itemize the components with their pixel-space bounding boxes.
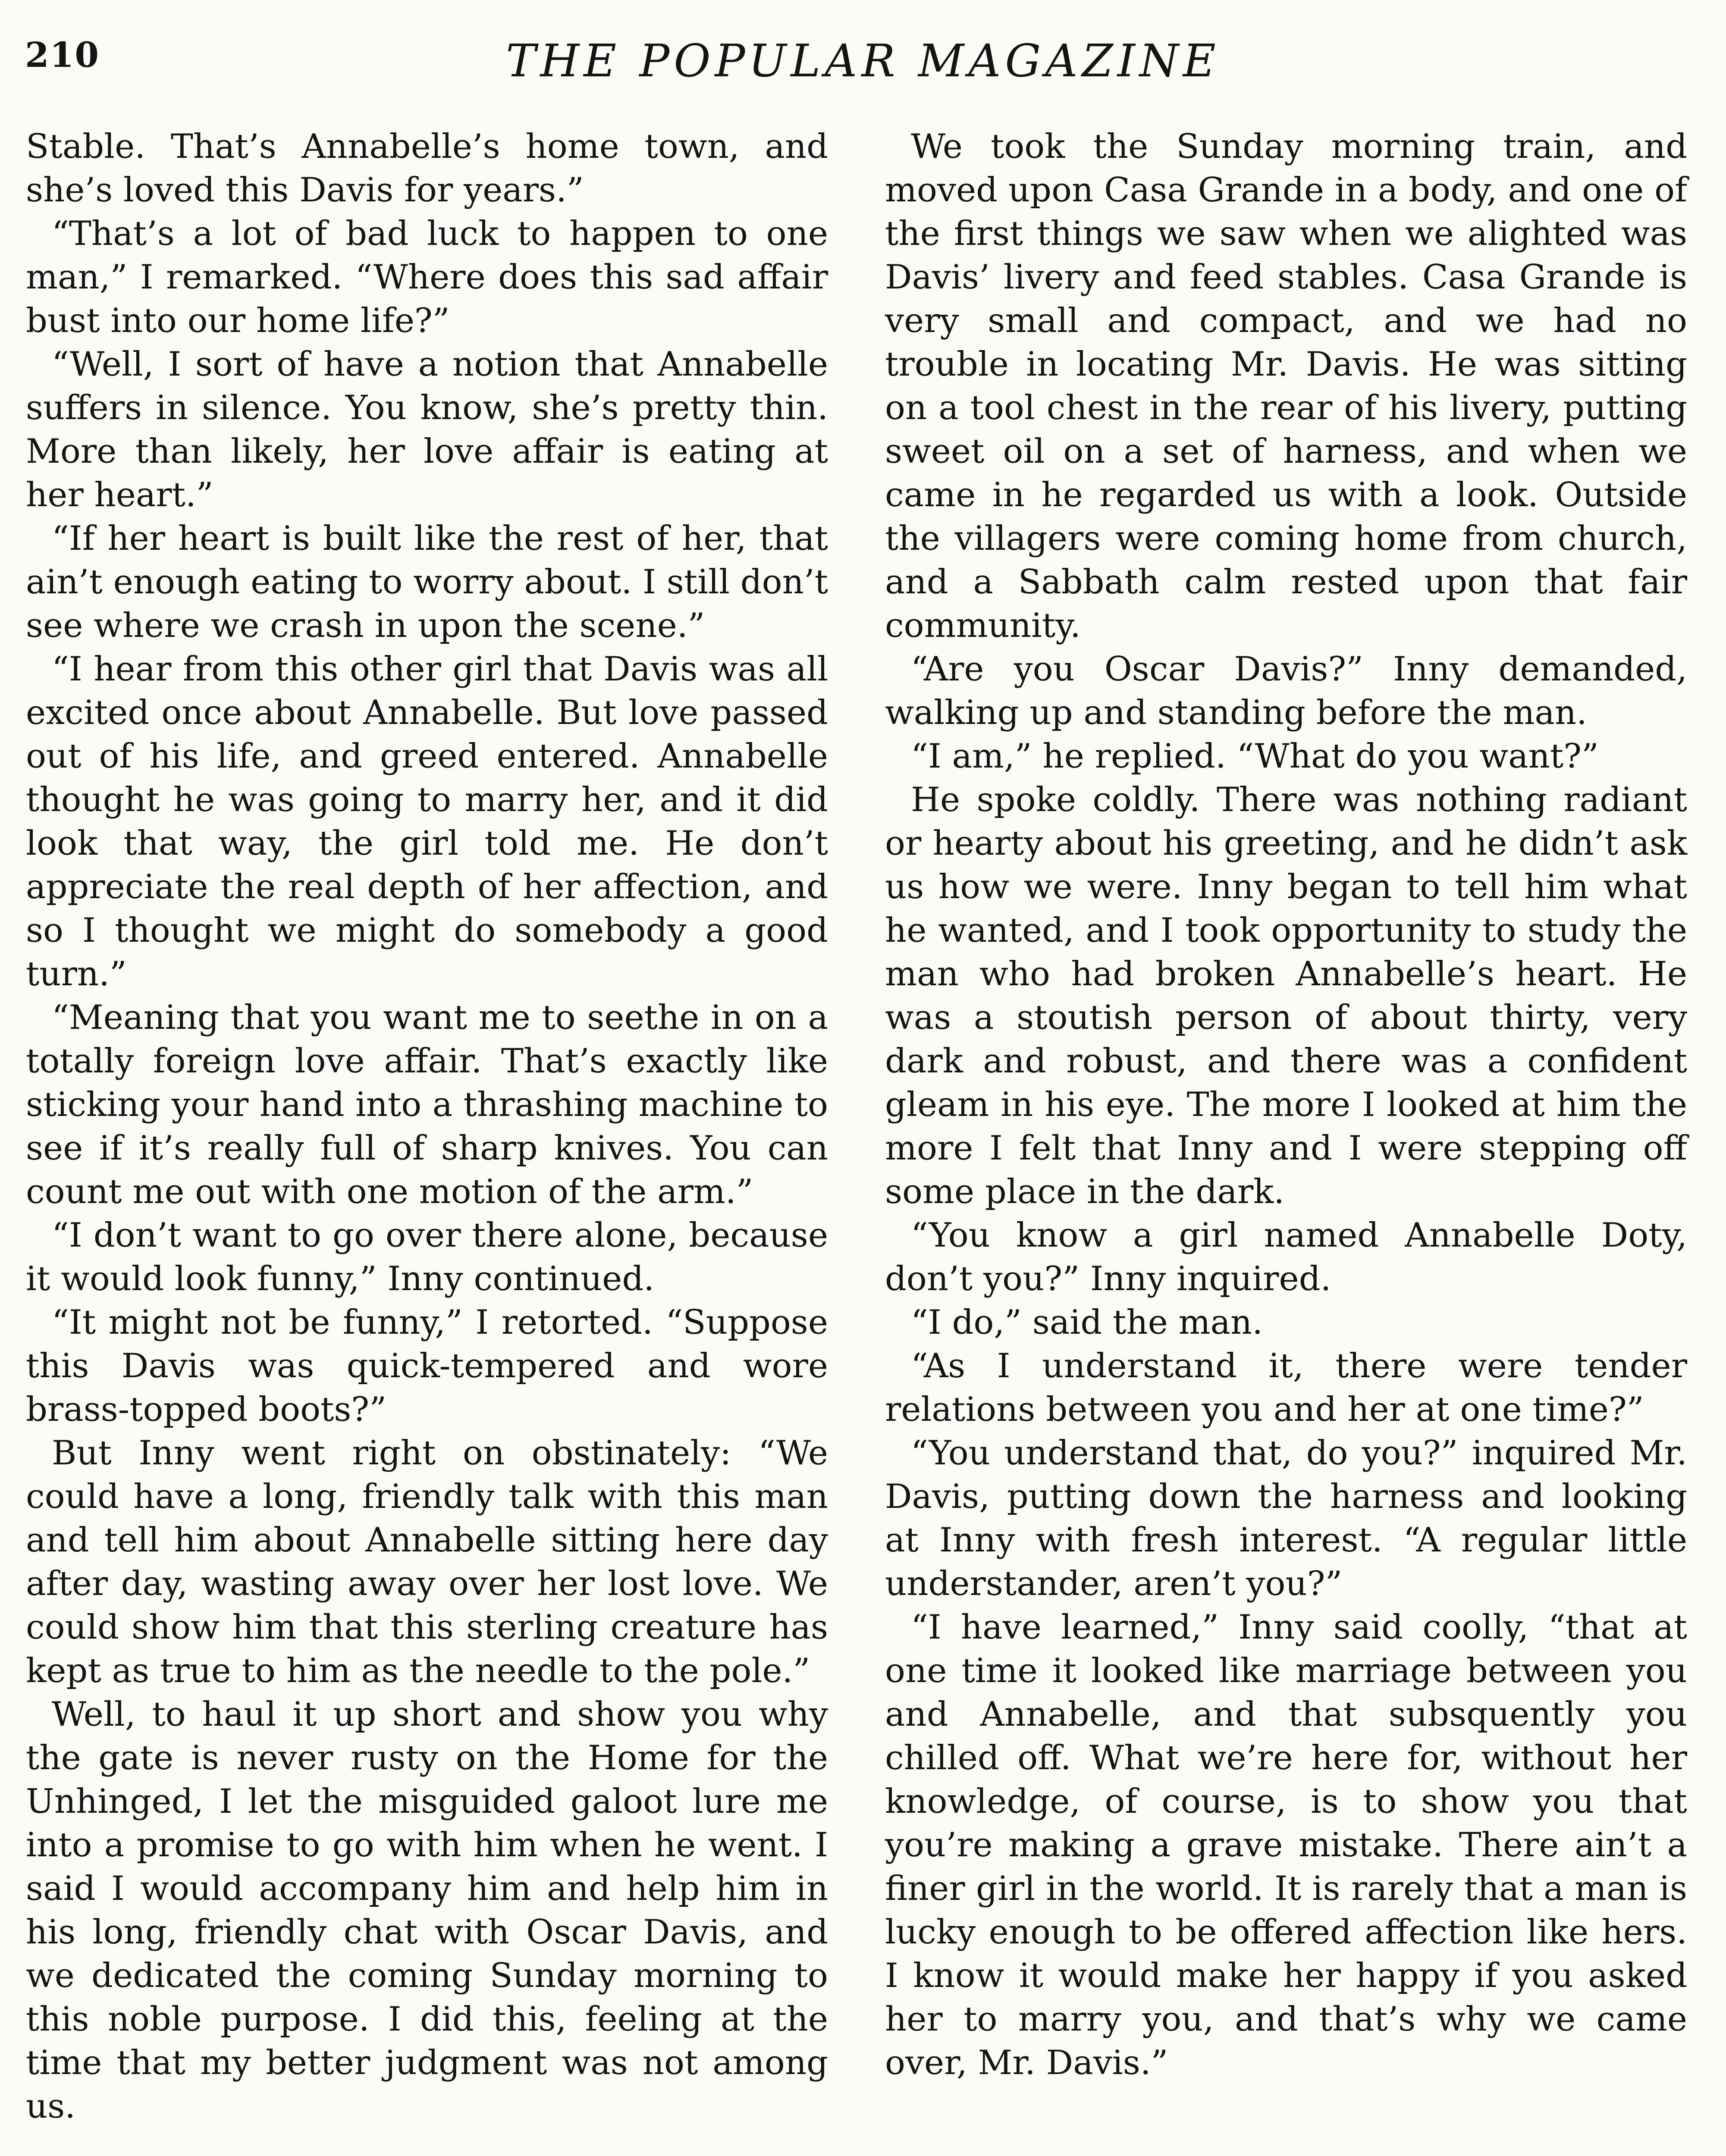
paragraph: “As I understand it, there were tender relations between you and her at one time?” xyxy=(885,1347,1687,1429)
paragraph: Well, to haul it up short and show you why the gate is never rusty on the Home for the Unhinged, I let the misguided galoot lure me into a promise to go with him when he went. I said I would accompany him and help him in his long, friendly chat with Oscar Davis, and we dedicated the coming Sunday morning to this noble purpose. I did this, feeling at the time that my better judgment was not among us. xyxy=(26,1695,828,2126)
right-column xyxy=(885,125,1687,2085)
paragraph: “It might not be funny,” I retorted. “Suppose this Davis was quick-tempered and wore brass-topped boots?” xyxy=(26,1303,828,1429)
paragraph: We took the Sunday morning train, and moved upon Casa Grande in a body, and one of the first things we saw when we alighted was Davis’ livery and feed stables. Casa Grande is very small and compact, and we had no trouble in locating Mr. Davis. He was sitting on a tool chest in the rear of his livery, putting sweet oil on a set of harness, and when we came in he regarded us with a look. Outside the villagers were coming home from church, and a Sabbath calm rested upon that fair community. xyxy=(885,127,1687,645)
left-column xyxy=(26,125,828,2128)
paragraph: “If her heart is built like the rest of her, that ain’t enough eating to worry about. I still don’t see where we crash in upon the scene.” xyxy=(26,519,828,645)
paragraph: He spoke coldly. There was nothing radiant or hearty about his greeting, and he didn’t ask us how we were. Inny began to tell him what he wanted, and I took opportunity to study the man who had broken Annabelle’s heart. He was a stoutish person of about thirty, very dark and robust, and there was a confident gleam in his eye. The more I looked at him the more I felt that Inny and I were stepping off some place in the dark. xyxy=(885,780,1687,1211)
paragraph: “I do,” said the man. xyxy=(911,1303,1263,1342)
paragraph: “You know a girl named Annabelle Doty, don’t you?” Inny inquired. xyxy=(885,1216,1687,1298)
paragraph: “That’s a lot of bad luck to happen to one man,” I remarked. “Where does this sad affair bust into our home life?” xyxy=(26,214,828,340)
paragraph: “I am,” he replied. “What do you want?” xyxy=(911,737,1599,776)
page-number: 210 xyxy=(25,34,100,75)
paragraph: “Well, I sort of have a notion that Annabelle suffers in silence. You know, she’s pretty thin. More than likely, her love affair is eating at her heart.” xyxy=(26,345,828,514)
paragraph: “I don’t want to go over there alone, because it would look funny,” Inny continued. xyxy=(26,1216,828,1298)
paragraph: “You understand that, do you?” inquired Mr. Davis, putting down the harness and looking at Inny with fresh interest. “A regular little understander, aren’t you?” xyxy=(885,1434,1687,1603)
paragraph: “I hear from this other girl that Davis was all excited once about Annabelle. But love passed out of his life, and greed entered. Annabelle thought he was going to marry her, and it did look that way, the girl told me. He don’t appreciate the real depth of her affection, and so I thought we might do somebody a good turn.” xyxy=(26,650,828,993)
paragraph: But Inny went right on obstinately: “We could have a long, friendly talk with this man and tell him about Annabelle sitting here day after day, wasting away over her lost love. We could show him that this sterling creature has kept as true to him as the needle to the pole.” xyxy=(26,1434,828,1690)
paragraph: “Are you Oscar Davis?” Inny demanded, walking up and standing before the man. xyxy=(885,650,1687,732)
paragraph: “Meaning that you want me to seethe in on a totally foreign love affair. That’s exactly like sticking your hand into a thrashing machine to see if it’s really full of sharp knives. You can count me out with one motion of the arm.” xyxy=(26,998,828,1211)
paragraph: “I have learned,” Inny said coolly, “that at one time it looked like marriage between you and Annabelle, and that subsquently you chilled off. What we’re here for, without her knowledge, of course, is to show you that you’re making a grave mistake. There ain’t a finer girl in the world. It is rarely that a man is lucky enough to be offered affection like hers. I know it would make her happy if you asked her to marry you, and that’s why we came over, Mr. Davis.” xyxy=(885,1608,1687,2082)
paragraph: Stable. That’s Annabelle’s home town, and she’s loved this Davis for years.” xyxy=(26,127,828,210)
running-title: THE POPULAR MAGAZINE xyxy=(506,34,1220,87)
